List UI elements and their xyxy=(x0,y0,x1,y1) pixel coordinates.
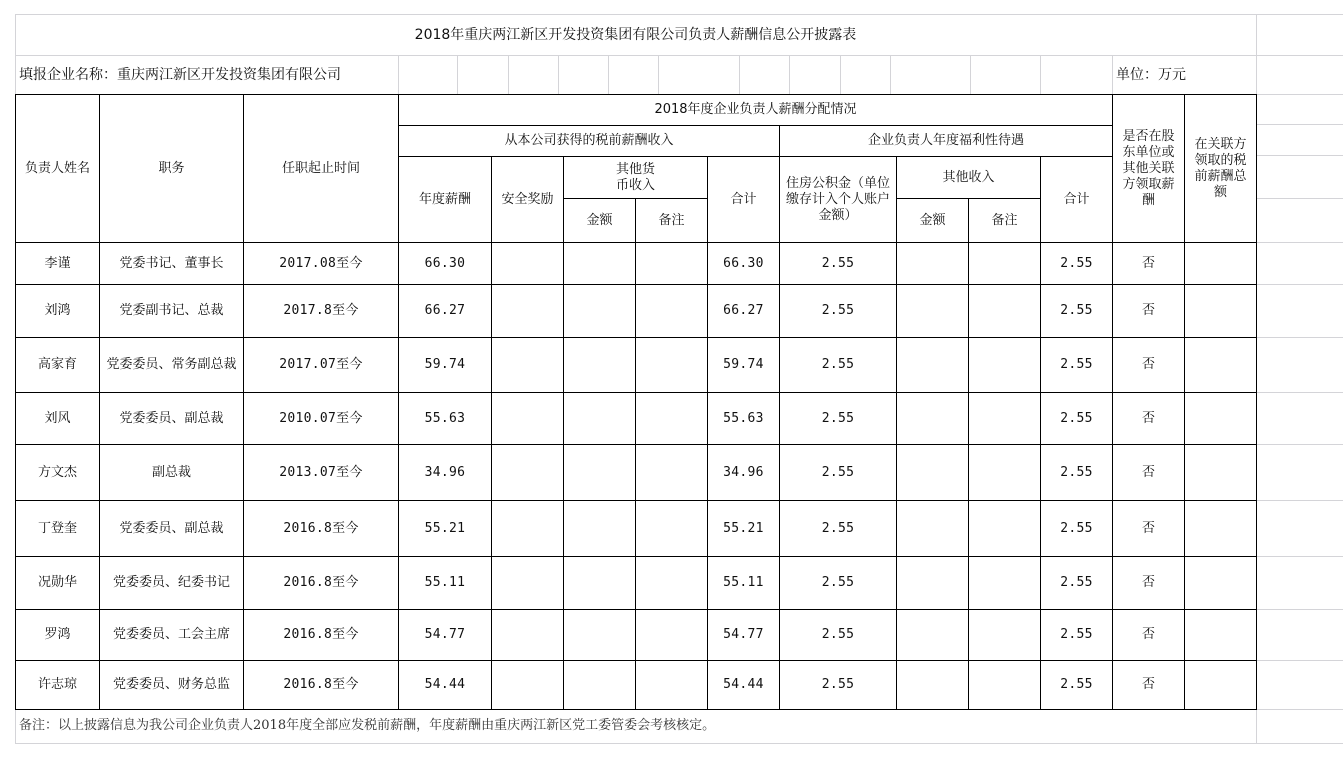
cell-subtotal: 54.77 xyxy=(707,609,780,661)
cell-welfare-subtotal: 2.55 xyxy=(1040,500,1113,557)
cell-annual-salary: 59.74 xyxy=(398,337,492,393)
cell-other-amount xyxy=(563,284,636,338)
cell-position: 党委委员、财务总监 xyxy=(99,660,244,710)
cell-safety-bonus xyxy=(491,284,564,338)
cell-other-remark xyxy=(635,392,708,445)
cell-welfare-subtotal: 2.55 xyxy=(1040,392,1113,445)
cell-housing-fund: 2.55 xyxy=(779,337,897,393)
cell-position: 党委副书记、总裁 xyxy=(99,284,244,338)
cell-annual-salary: 55.21 xyxy=(398,500,492,557)
cell-safety-bonus xyxy=(491,500,564,557)
cell-name: 丁登奎 xyxy=(15,500,100,557)
cell-other-amount xyxy=(563,444,636,501)
cell-safety-bonus xyxy=(491,392,564,445)
footnote: 备注：以上披露信息为我公司企业负责人2018年度全部应发税前薪酬，年度薪酬由重庆两江新区党工委管委会考核核定。 xyxy=(19,718,716,733)
cell-name: 况勋华 xyxy=(15,556,100,610)
cell-name: 刘鸿 xyxy=(15,284,100,338)
cell-tenure: 2016.8至今 xyxy=(243,609,399,661)
cell-name: 刘风 xyxy=(15,392,100,445)
cell-safety-bonus xyxy=(491,660,564,710)
cell-tenure: 2016.8至今 xyxy=(243,556,399,610)
cell-welfare-subtotal: 2.55 xyxy=(1040,660,1113,710)
cell-welfare-subtotal: 2.55 xyxy=(1040,337,1113,393)
cell-welfare-amount xyxy=(896,392,969,445)
cell-welfare-remark xyxy=(968,660,1041,710)
header-welfare-amount: 金额 xyxy=(896,198,969,243)
cell-welfare-subtotal: 2.55 xyxy=(1040,284,1113,338)
cell-related-party-total xyxy=(1184,444,1257,501)
cell-shareholder-paid: 否 xyxy=(1112,284,1185,338)
cell-other-amount xyxy=(563,500,636,557)
cell-shareholder-paid: 否 xyxy=(1112,660,1185,710)
cell-subtotal: 55.63 xyxy=(707,392,780,445)
cell-tenure: 2013.07至今 xyxy=(243,444,399,501)
cell-housing-fund: 2.55 xyxy=(779,444,897,501)
cell-other-remark xyxy=(635,500,708,557)
cell-other-remark xyxy=(635,609,708,661)
cell-position: 党委委员、副总裁 xyxy=(99,392,244,445)
cell-subtotal: 55.11 xyxy=(707,556,780,610)
cell-related-party-total xyxy=(1184,556,1257,610)
cell-tenure: 2016.8至今 xyxy=(243,500,399,557)
cell-position: 党委委员、纪委书记 xyxy=(99,556,244,610)
cell-other-amount xyxy=(563,337,636,393)
cell-position: 党委书记、董事长 xyxy=(99,242,244,285)
cell-housing-fund: 2.55 xyxy=(779,392,897,445)
cell-other-remark xyxy=(635,284,708,338)
cell-welfare-remark xyxy=(968,392,1041,445)
cell-welfare-subtotal: 2.55 xyxy=(1040,242,1113,285)
header-annual-salary: 年度薪酬 xyxy=(398,156,492,243)
cell-subtotal: 54.44 xyxy=(707,660,780,710)
cell-annual-salary: 54.44 xyxy=(398,660,492,710)
cell-shareholder-paid: 否 xyxy=(1112,556,1185,610)
cell-welfare-remark xyxy=(968,500,1041,557)
cell-position: 党委委员、副总裁 xyxy=(99,500,244,557)
cell-safety-bonus xyxy=(491,556,564,610)
cell-related-party-total xyxy=(1184,500,1257,557)
cell-other-amount xyxy=(563,392,636,445)
cell-subtotal: 55.21 xyxy=(707,500,780,557)
cell-related-party-total xyxy=(1184,609,1257,661)
cell-other-amount xyxy=(563,242,636,285)
header-other-remark: 备注 xyxy=(635,198,708,243)
cell-welfare-remark xyxy=(968,337,1041,393)
cell-subtotal: 66.27 xyxy=(707,284,780,338)
cell-other-remark xyxy=(635,337,708,393)
cell-welfare-amount xyxy=(896,500,969,557)
cell-welfare-amount xyxy=(896,337,969,393)
header-group-welfare: 企业负责人年度福利性待遇 xyxy=(779,125,1113,157)
header-welfare-subtotal: 合计 xyxy=(1040,156,1113,243)
cell-shareholder-paid: 否 xyxy=(1112,444,1185,501)
cell-position: 副总裁 xyxy=(99,444,244,501)
cell-name: 罗鸿 xyxy=(15,609,100,661)
cell-annual-salary: 55.63 xyxy=(398,392,492,445)
header-subtotal: 合计 xyxy=(707,156,780,243)
cell-welfare-subtotal: 2.55 xyxy=(1040,609,1113,661)
cell-housing-fund: 2.55 xyxy=(779,500,897,557)
cell-safety-bonus xyxy=(491,444,564,501)
cell-housing-fund: 2.55 xyxy=(779,242,897,285)
header-group-main: 2018年度企业负责人薪酬分配情况 xyxy=(398,94,1113,126)
header-other-income: 其他收入 xyxy=(896,156,1041,199)
cell-welfare-remark xyxy=(968,284,1041,338)
cell-other-remark xyxy=(635,556,708,610)
cell-subtotal: 59.74 xyxy=(707,337,780,393)
cell-welfare-remark xyxy=(968,556,1041,610)
cell-subtotal: 66.30 xyxy=(707,242,780,285)
cell-shareholder-paid: 否 xyxy=(1112,609,1185,661)
header-position: 职务 xyxy=(99,94,244,243)
cell-welfare-amount xyxy=(896,660,969,710)
cell-tenure: 2017.8至今 xyxy=(243,284,399,338)
cell-other-amount xyxy=(563,556,636,610)
header-housing-fund: 住房公积金（单位缴存计入个人账户金额） xyxy=(779,156,897,243)
header-tenure: 任职起止时间 xyxy=(243,94,399,243)
cell-related-party-total xyxy=(1184,284,1257,338)
cell-related-party-total xyxy=(1184,337,1257,393)
cell-tenure: 2016.8至今 xyxy=(243,660,399,710)
cell-position: 党委委员、常务副总裁 xyxy=(99,337,244,393)
cell-tenure: 2017.08至今 xyxy=(243,242,399,285)
cell-shareholder-paid: 否 xyxy=(1112,337,1185,393)
cell-name: 李谨 xyxy=(15,242,100,285)
cell-tenure: 2017.07至今 xyxy=(243,337,399,393)
cell-related-party-total xyxy=(1184,660,1257,710)
header-other-currency: 其他货币收入 xyxy=(563,156,708,199)
cell-tenure: 2010.07至今 xyxy=(243,392,399,445)
cell-housing-fund: 2.55 xyxy=(779,660,897,710)
cell-annual-salary: 54.77 xyxy=(398,609,492,661)
header-name: 负责人姓名 xyxy=(15,94,100,243)
cell-welfare-amount xyxy=(896,242,969,285)
cell-welfare-remark xyxy=(968,444,1041,501)
header-welfare-remark: 备注 xyxy=(968,198,1041,243)
cell-other-amount xyxy=(563,660,636,710)
cell-related-party-total xyxy=(1184,392,1257,445)
cell-housing-fund: 2.55 xyxy=(779,284,897,338)
cell-welfare-subtotal: 2.55 xyxy=(1040,556,1113,610)
header-group-company: 从本公司获得的税前薪酬收入 xyxy=(398,125,780,157)
cell-position: 党委委员、工会主席 xyxy=(99,609,244,661)
cell-related-party-total xyxy=(1184,242,1257,285)
cell-name: 高家育 xyxy=(15,337,100,393)
cell-welfare-remark xyxy=(968,242,1041,285)
cell-annual-salary: 66.27 xyxy=(398,284,492,338)
cell-subtotal: 34.96 xyxy=(707,444,780,501)
cell-shareholder-paid: 否 xyxy=(1112,392,1185,445)
cell-other-remark xyxy=(635,242,708,285)
header-safety-bonus: 安全奖励 xyxy=(491,156,564,243)
header-shareholder-paid: 是否在股东单位或其他关联方领取薪酬 xyxy=(1112,94,1185,243)
cell-welfare-remark xyxy=(968,609,1041,661)
cell-other-amount xyxy=(563,609,636,661)
cell-safety-bonus xyxy=(491,337,564,393)
cell-housing-fund: 2.55 xyxy=(779,609,897,661)
cell-annual-salary: 66.30 xyxy=(398,242,492,285)
cell-annual-salary: 55.11 xyxy=(398,556,492,610)
cell-shareholder-paid: 否 xyxy=(1112,242,1185,285)
cell-safety-bonus xyxy=(491,609,564,661)
cell-other-remark xyxy=(635,444,708,501)
cell-welfare-amount xyxy=(896,284,969,338)
header-related-party-total: 在关联方领取的税前薪酬总额 xyxy=(1184,94,1257,243)
cell-name: 许志琼 xyxy=(15,660,100,710)
cell-welfare-amount xyxy=(896,556,969,610)
cell-shareholder-paid: 否 xyxy=(1112,500,1185,557)
unit-label: 单位：万元 xyxy=(1116,67,1186,83)
cell-housing-fund: 2.55 xyxy=(779,556,897,610)
cell-welfare-amount xyxy=(896,609,969,661)
sheet-title: 2018年重庆两江新区开发投资集团有限公司负责人薪酬信息公开披露表 xyxy=(414,26,857,43)
cell-name: 方文杰 xyxy=(15,444,100,501)
company-label: 填报企业名称：重庆两江新区开发投资集团有限公司 xyxy=(19,67,341,83)
cell-welfare-amount xyxy=(896,444,969,501)
header-other-amount: 金额 xyxy=(563,198,636,243)
cell-safety-bonus xyxy=(491,242,564,285)
cell-annual-salary: 34.96 xyxy=(398,444,492,501)
cell-other-remark xyxy=(635,660,708,710)
cell-welfare-subtotal: 2.55 xyxy=(1040,444,1113,501)
